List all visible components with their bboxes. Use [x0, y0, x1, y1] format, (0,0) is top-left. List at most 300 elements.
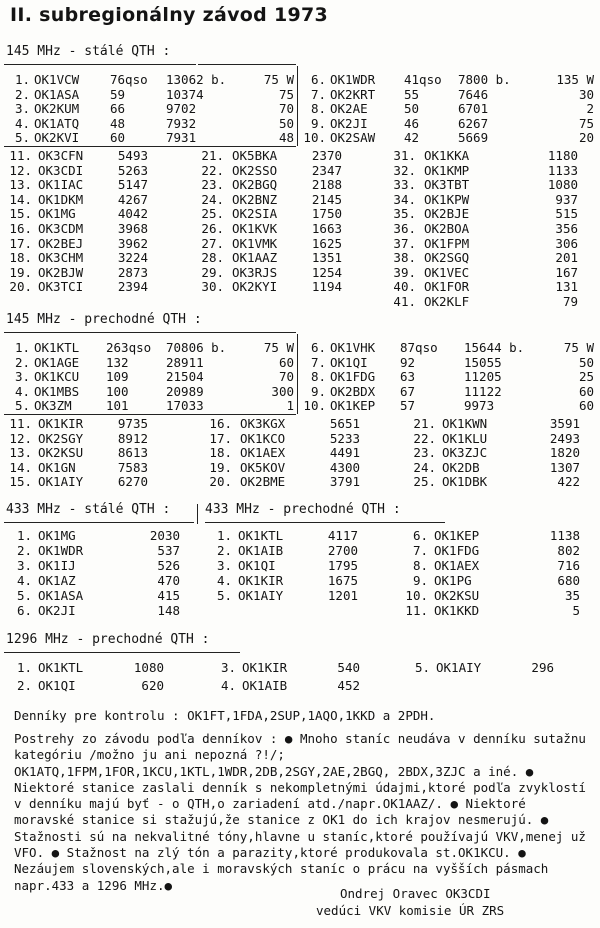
points: 201 [555, 250, 578, 266]
callsign: OK1QI [238, 558, 276, 573]
points: 7583 [117, 459, 148, 475]
points: 540 [337, 660, 360, 675]
points: 2700 [327, 543, 358, 558]
callsign: OK1AGE [34, 354, 80, 370]
points: 1307 [549, 459, 580, 475]
rank: 8. [412, 558, 428, 573]
rank: 5. [16, 588, 32, 603]
points: 2493 [549, 430, 580, 446]
points: 15644 b. [464, 340, 525, 355]
rank: 9. [310, 383, 326, 399]
points: 7932 [166, 115, 197, 131]
signature-name: Ondrej Oravec OK3CDI [340, 886, 491, 901]
qso-count: 263qso [106, 340, 152, 355]
points: 9973 [464, 398, 495, 414]
rank: 1. [14, 72, 30, 87]
points: 1351 [311, 250, 342, 266]
points: 3224 [117, 250, 148, 266]
callsign: OK2KUM [34, 101, 80, 117]
qso-count: 76qso [110, 72, 148, 87]
rank: 6. [412, 528, 428, 543]
callsign: OK1KVK [232, 221, 278, 236]
callsign: OK2KYI [232, 279, 278, 295]
rank: 4. [220, 678, 236, 693]
callsign: OK2AE [330, 101, 368, 117]
points: 10374 [166, 86, 204, 102]
qso-count: 42 [404, 130, 420, 146]
rank: 8. [310, 101, 326, 117]
points: 1180 [547, 148, 578, 163]
rank: 17. [209, 430, 232, 446]
rank: 9. [310, 115, 326, 131]
points: 11205 [464, 369, 502, 385]
rank: 3. [14, 101, 30, 117]
callsign: OK1FDG [434, 543, 480, 558]
section-145-port-top-underline [4, 414, 296, 415]
power: 60 [578, 383, 594, 399]
rank: 23. [413, 445, 436, 461]
rank: 4. [16, 573, 32, 588]
points: 1080 [133, 660, 164, 675]
points: 2873 [117, 264, 148, 280]
section-433-fixed-underline [4, 522, 194, 523]
callsign: OK1KTL [34, 340, 80, 355]
callsign: OK3KGX [240, 416, 286, 431]
points: 1820 [549, 445, 580, 461]
rank: 6. [16, 603, 32, 618]
control-logs-text: Denníky pre kontrolu : OK1FT,1FDA,2SUP,1AQO,1KKD a 2PDH. [14, 708, 436, 723]
points: 1080 [547, 177, 578, 193]
rank: 1. [16, 528, 32, 543]
qso-count: 92 [400, 354, 416, 370]
qso-count: 87qso [400, 340, 438, 355]
rank: 16. [9, 221, 32, 236]
callsign: OK1ATQ [34, 115, 80, 131]
rank: 29. [201, 264, 224, 280]
points: 2370 [311, 148, 342, 163]
callsign: OK1MG [38, 206, 76, 222]
points: 5669 [458, 130, 489, 146]
points: 3968 [117, 221, 148, 236]
rank: 4. [14, 383, 30, 399]
qso-count: 63 [400, 369, 416, 385]
qso-count: 57 [400, 398, 416, 414]
points: 2347 [311, 162, 342, 178]
rank: 40. [393, 279, 416, 295]
callsign: OK2SGQ [424, 250, 470, 266]
callsign: OK2KSU [434, 588, 480, 603]
section-1296-header: 1296 MHz - prechodné QTH : [6, 632, 210, 647]
points: 7931 [166, 130, 197, 146]
rank: 15. [9, 206, 32, 222]
rank: 24. [413, 459, 436, 475]
points: 9702 [166, 101, 197, 117]
rank: 39. [393, 264, 416, 280]
callsign: OK2BME [240, 474, 286, 490]
callsign: OK1KIR [242, 660, 288, 675]
callsign: OK3TCI [38, 279, 84, 295]
callsign: OK1AIY [38, 474, 84, 490]
rank: 22. [201, 162, 224, 178]
points: 6701 [458, 101, 489, 117]
callsign: OK3CFN [38, 148, 84, 163]
rank: 5. [14, 130, 30, 146]
rank: 35. [393, 206, 416, 222]
callsign: OK1AIB [242, 678, 288, 693]
callsign: OK2BDX [330, 383, 376, 399]
rank: 3. [16, 558, 32, 573]
points: 28911 [166, 354, 204, 370]
callsign: OK3CDM [38, 221, 84, 236]
points: 515 [555, 206, 578, 222]
points: 1795 [327, 558, 358, 573]
rank: 22. [413, 430, 436, 446]
callsign: OK3CDI [38, 162, 84, 178]
callsign: OK3ZM [34, 398, 72, 414]
points: 7646 [458, 86, 489, 102]
callsign: OK1VEC [424, 264, 470, 280]
power: 2 [586, 101, 594, 117]
points: 5651 [329, 416, 360, 431]
points: 1663 [311, 221, 342, 236]
rank: 17. [9, 235, 32, 251]
points: 4491 [329, 445, 360, 461]
points: 8912 [117, 430, 148, 446]
callsign: OK2KLF [424, 294, 470, 309]
callsign: OK1VCW [34, 72, 80, 87]
points: 422 [557, 474, 580, 490]
points: 1138 [549, 528, 580, 543]
rank: 5. [414, 660, 430, 675]
rank: 32. [393, 162, 416, 178]
remarks-text: Postrehy zo závodu podľa denníkov : ● Mnoho staníc neudáva v denníku sutažnu kategóriu /možno ju ani nepozná ?!/; OK1ATQ,1FPM,1FOR,1KCU,1KTL,1WDR,2DB,2SGY,2AE,2BGQ, 2BDX,3ZJC a iné. ● Niektoré stanice zaslali denník s nekompletnými údajmi,ktoré podľa zvyklostí v denníku majú byť - o QTH,o zariadení atd./napr.OK1AAZ/. ● Niektoré moravské stanice si stažujú,že stanice z OK1 do ich krajov nesmerujú. ● Stažnosti sú na nekvalitné tóny,hlavne u staníc,ktoré používajú VKV,menej už VFO. ● Stažnost na zlý tón a parazity,ktoré produkovala st.OK1KCU. ● Nezáujem slovenských,ale i moravských staníc o prácu na vyšších pásmach napr.433 a 1296 MHz.● [14, 731, 586, 893]
points: 131 [555, 279, 578, 295]
rank: 26. [201, 221, 224, 236]
rank: 11. [9, 148, 32, 163]
points: 21504 [166, 369, 204, 385]
rank: 27. [201, 235, 224, 251]
points: 2394 [117, 279, 148, 295]
rank: 33. [393, 177, 416, 193]
signature-role: vedúci VKV komisie ÚR ZRS [316, 903, 505, 918]
qso-count: 41qso [404, 72, 442, 87]
points: 356 [555, 221, 578, 236]
callsign: OK1PG [434, 573, 472, 588]
points: 537 [157, 543, 180, 558]
callsign: OK1KKA [424, 148, 470, 163]
callsign: OK1ASA [38, 588, 84, 603]
rank: 10. [303, 398, 326, 414]
callsign: OK1QI [38, 678, 76, 693]
callsign: OK1AIB [238, 543, 284, 558]
points: 9735 [117, 416, 148, 431]
power: 60 [578, 398, 594, 414]
points: 17033 [166, 398, 204, 414]
callsign: OK2BGQ [232, 177, 278, 193]
rank: 1. [14, 340, 30, 355]
rank: 41. [393, 294, 416, 309]
rank: 11. [405, 603, 428, 618]
points: 5493 [117, 148, 148, 163]
qso-count: 109 [106, 369, 129, 385]
points: 15055 [464, 354, 502, 370]
qso-count: 50 [404, 101, 420, 117]
points: 620 [141, 678, 164, 693]
power: 75 W [563, 340, 594, 355]
callsign: OK1KKD [434, 603, 480, 618]
callsign: OK1DBK [442, 474, 488, 490]
power: 1 [286, 398, 294, 414]
points: 937 [555, 191, 578, 207]
points: 4117 [327, 528, 358, 543]
points: 8613 [117, 445, 148, 461]
callsign: OK1ASA [34, 86, 80, 102]
rank: 11. [9, 416, 32, 431]
callsign: OK2KSU [38, 445, 84, 461]
rank: 4. [14, 115, 30, 131]
callsign: OK1KTL [238, 528, 284, 543]
callsign: OK1DKM [38, 191, 84, 207]
callsign: OK1WDR [330, 72, 376, 87]
section-1296-underline [4, 652, 240, 653]
section-145-port-divider [297, 334, 298, 414]
points: 4267 [117, 191, 148, 207]
callsign: OK1KEP [330, 398, 376, 414]
rank: 7. [310, 86, 326, 102]
page-title: II. subregionálny závod 1973 [10, 4, 329, 26]
points: 148 [157, 603, 180, 618]
callsign: OK2SAW [330, 130, 376, 146]
callsign: OK1AEX [240, 445, 286, 461]
points: 1750 [311, 206, 342, 222]
qso-count: 101 [106, 398, 129, 414]
qso-count: 67 [400, 383, 416, 399]
callsign: OK1FPM [424, 235, 470, 251]
rank: 6. [310, 340, 326, 355]
rank: 12. [9, 430, 32, 446]
rank: 2. [16, 678, 32, 693]
power: 75 W [263, 72, 294, 87]
section-145-fixed-header: 145 MHz - stálé QTH : [6, 44, 171, 59]
section-433-divider [197, 504, 198, 524]
callsign: OK2BNZ [232, 191, 278, 207]
rank: 19. [209, 459, 232, 475]
qso-count: 48 [110, 115, 126, 131]
callsign: OK1AEX [434, 558, 480, 573]
rank: 20. [209, 474, 232, 490]
power: 75 [578, 115, 594, 131]
rank: 5. [14, 398, 30, 414]
power: 20 [578, 130, 594, 146]
rank: 8. [310, 369, 326, 385]
callsign: OK1AZ [38, 573, 76, 588]
callsign: OK1FDG [330, 369, 376, 385]
rank: 21. [201, 148, 224, 163]
rank: 9. [412, 573, 428, 588]
section-145-port-header: 145 MHz - prechodné QTH : [6, 312, 202, 327]
power: 75 [278, 86, 294, 102]
rank: 25. [413, 474, 436, 490]
section-433-fixed-header: 433 MHz - stálé QTH : [6, 502, 171, 517]
callsign: OK1KIR [38, 416, 84, 431]
rank: 10. [303, 130, 326, 146]
callsign: OK1FOR [424, 279, 470, 295]
callsign: OK5KOV [240, 459, 286, 475]
callsign: OK1AAZ [232, 250, 278, 266]
callsign: OK2JI [38, 603, 76, 618]
points: 296 [531, 660, 554, 675]
power: 70 [278, 369, 294, 385]
rank: 10. [405, 588, 428, 603]
rank: 19. [9, 264, 32, 280]
callsign: OK2KRT [330, 86, 376, 102]
points: 1625 [311, 235, 342, 251]
callsign: OK1AIY [436, 660, 482, 675]
callsign: OK2KVI [34, 130, 80, 146]
power: 300 [271, 383, 294, 399]
points: 79 [562, 294, 578, 309]
qso-count: 46 [404, 115, 420, 131]
points: 11122 [464, 383, 502, 399]
rank: 3. [14, 369, 30, 385]
rank: 38. [393, 250, 416, 266]
callsign: OK2BJW [38, 264, 84, 280]
qso-count: 59 [110, 86, 126, 102]
callsign: OK1KCO [240, 430, 286, 446]
callsign: OK1KEP [434, 528, 480, 543]
rank: 2. [14, 354, 30, 370]
points: 4300 [329, 459, 360, 475]
rank: 21. [413, 416, 436, 431]
power: 50 [578, 354, 594, 370]
rank: 2. [14, 86, 30, 102]
points: 5233 [329, 430, 360, 446]
qso-count: 100 [106, 383, 129, 399]
points: 1201 [327, 588, 358, 603]
rank: 1. [16, 660, 32, 675]
rank: 18. [9, 250, 32, 266]
points: 1254 [311, 264, 342, 280]
points: 452 [337, 678, 360, 693]
points: 5263 [117, 162, 148, 178]
rank: 5. [216, 588, 232, 603]
power: 75 W [263, 340, 294, 355]
points: 6270 [117, 474, 148, 490]
rank: 4. [216, 573, 232, 588]
power: 30 [578, 86, 594, 102]
points: 2030 [149, 528, 180, 543]
points: 35 [564, 588, 580, 603]
rank: 30. [201, 279, 224, 295]
rank: 18. [209, 445, 232, 461]
rank: 16. [209, 416, 232, 431]
points: 470 [157, 573, 180, 588]
points: 2145 [311, 191, 342, 207]
points: 680 [557, 573, 580, 588]
rank: 25. [201, 206, 224, 222]
points: 1194 [311, 279, 342, 295]
callsign: OK1KIR [238, 573, 284, 588]
power: 60 [278, 354, 294, 370]
section-433-port-underline [205, 522, 445, 523]
rank: 31. [393, 148, 416, 163]
qso-count: 55 [404, 86, 420, 102]
callsign: OK1WDR [38, 543, 84, 558]
points: 5 [572, 603, 580, 618]
section-145-port-underline [4, 332, 240, 333]
rank: 12. [9, 162, 32, 178]
power: 135 W [556, 72, 594, 87]
rank: 13. [9, 445, 32, 461]
section-433-port-header: 433 MHz - prechodné QTH : [205, 502, 401, 517]
callsign: OK1AIY [238, 588, 284, 603]
rank: 15. [9, 474, 32, 490]
callsign: OK3ZJC [442, 445, 488, 461]
points: 7800 b. [458, 72, 511, 87]
points: 802 [557, 543, 580, 558]
rank: 3. [220, 660, 236, 675]
callsign: OK2BJE [424, 206, 470, 222]
callsign: OK2BEJ [38, 235, 84, 251]
section-145-fixed-top-underline [4, 146, 296, 147]
points: 1133 [547, 162, 578, 178]
rank: 34. [393, 191, 416, 207]
callsign: OK1KPW [424, 191, 470, 207]
callsign: OK1KWN [442, 416, 488, 431]
callsign: OK2SIA [232, 206, 278, 222]
rank: 7. [412, 543, 428, 558]
callsign: OK1VHK [330, 340, 376, 355]
rank: 20. [9, 279, 32, 295]
points: 3791 [329, 474, 360, 490]
callsign: OK3CHM [38, 250, 84, 266]
qso-count: 66 [110, 101, 126, 117]
points: 6267 [458, 115, 489, 131]
points: 526 [157, 558, 180, 573]
callsign: OK1KCU [34, 369, 80, 385]
callsign: OK2DB [442, 459, 480, 475]
rank: 6. [310, 72, 326, 87]
power: 50 [278, 115, 294, 131]
points: 2188 [311, 177, 342, 193]
callsign: OK1MBS [34, 383, 80, 399]
rank: 2. [16, 543, 32, 558]
callsign: OK1QI [330, 354, 368, 370]
callsign: OK5BKA [232, 148, 278, 163]
points: 716 [557, 558, 580, 573]
rank: 23. [201, 177, 224, 193]
rank: 3. [216, 558, 232, 573]
callsign: OK2SSO [232, 162, 278, 178]
rank: 14. [9, 459, 32, 475]
points: 5147 [117, 177, 148, 193]
callsign: OK2JI [330, 115, 368, 131]
rank: 36. [393, 221, 416, 236]
power: 25 [578, 369, 594, 385]
points: 20989 [166, 383, 204, 399]
rank: 2. [216, 543, 232, 558]
points: 415 [157, 588, 180, 603]
power: 48 [278, 130, 294, 146]
section-145-port-underline-ext [240, 332, 296, 333]
section-145-fixed-underline-ext [198, 64, 296, 65]
points: 3591 [549, 416, 580, 431]
qso-count: 132 [106, 354, 129, 370]
points: 306 [555, 235, 578, 251]
points: 4042 [117, 206, 148, 222]
rank: 13. [9, 177, 32, 193]
callsign: OK2SGY [38, 430, 84, 446]
